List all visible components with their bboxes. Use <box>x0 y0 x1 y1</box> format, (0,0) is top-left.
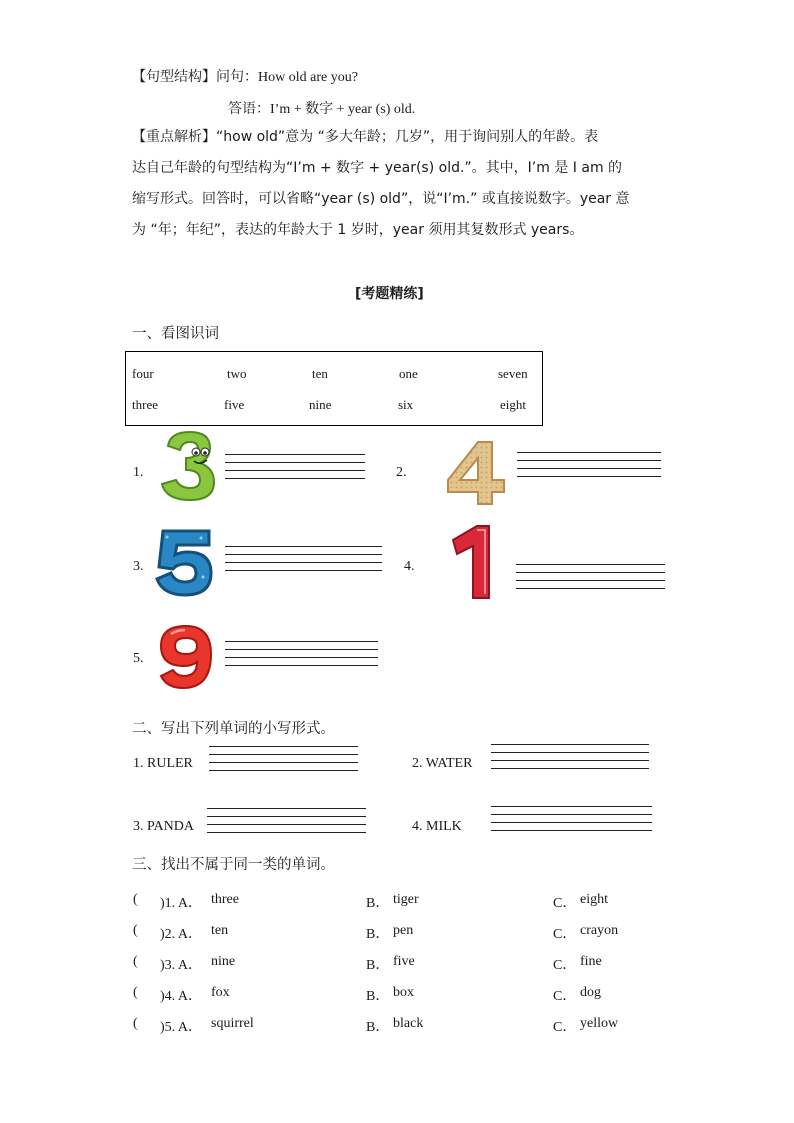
number-9-image <box>157 624 215 690</box>
question-number: )5. A． <box>160 1020 202 1035</box>
option-c: dog <box>580 985 601 1000</box>
word-option: four <box>132 366 154 381</box>
word-option: one <box>399 366 418 381</box>
answer-label: 答语： <box>228 101 270 117</box>
item-number: 1. <box>133 465 144 480</box>
option-a: nine <box>211 954 236 969</box>
answer-blank[interactable]: ( <box>133 954 138 969</box>
item-number: 4. <box>404 559 415 574</box>
option-a: ten <box>211 923 229 938</box>
word-option: nine <box>309 397 332 412</box>
word-option: six <box>398 397 414 412</box>
question-number: )1. A． <box>160 896 202 911</box>
key-analysis-tag: 【重点解析】 <box>132 129 216 145</box>
option-b-label: B． <box>366 989 390 1004</box>
option-a: three <box>211 892 239 907</box>
item-number: 2. <box>396 465 407 480</box>
word-option: two <box>227 366 247 381</box>
question-number: )3. A． <box>160 958 202 973</box>
option-c: eight <box>580 892 608 907</box>
question-number: )2. A． <box>160 927 202 942</box>
number-1-image <box>449 524 493 600</box>
answer-blank[interactable]: ( <box>133 985 138 1000</box>
key-analysis-line: 缩写形式。回答时，可以省略“year (s) old”，说“I’m.” 或直接说数字。year 意 <box>132 191 630 207</box>
part3-heading: 三、找出不属于同一类的单词。 <box>132 857 335 873</box>
key-analysis-line: 为 “年；年纪”，表达的年龄大于 1 岁时，year 须用其复数形式 years。 <box>132 222 584 238</box>
answer-blank[interactable]: ( <box>133 1016 138 1031</box>
answer-lines[interactable] <box>517 452 661 484</box>
item-number: 3. <box>133 559 144 574</box>
number-5-image <box>153 527 215 597</box>
word-item: 2. WATER <box>412 756 473 771</box>
section-title: [考题精练] <box>355 286 424 302</box>
answer-blank[interactable]: ( <box>133 892 138 907</box>
option-b: pen <box>393 923 414 938</box>
option-b-label: B． <box>366 896 390 911</box>
option-b-label: B． <box>366 958 390 973</box>
option-c: fine <box>580 954 602 969</box>
answer-lines[interactable] <box>209 746 358 778</box>
word-box <box>125 351 543 426</box>
word-option: eight <box>500 397 526 412</box>
key-analysis <box>132 122 664 246</box>
option-c: crayon <box>580 923 619 938</box>
answer-lines[interactable] <box>516 564 665 596</box>
word-item: 3. PANDA <box>133 819 194 834</box>
answer-text: I’m + 数字 + year (s) old. <box>270 102 416 117</box>
sentence-structure-tag: 【句型结构】 <box>132 69 216 85</box>
word-item: 4. MILK <box>412 819 462 834</box>
word-item: 1. RULER <box>133 756 193 771</box>
answer-lines[interactable] <box>491 744 649 776</box>
answer-lines[interactable] <box>207 808 366 840</box>
item-number: 5. <box>133 651 144 666</box>
option-b-label: B． <box>366 1020 390 1035</box>
part2-heading: 二、写出下列单词的小写形式。 <box>132 721 335 737</box>
question-number: )4. A． <box>160 989 202 1004</box>
option-b: tiger <box>393 892 419 907</box>
option-b: five <box>393 954 415 969</box>
option-a: squirrel <box>211 1016 254 1031</box>
word-option: seven <box>498 366 528 381</box>
answer-lines[interactable] <box>225 454 365 486</box>
word-option: three <box>132 397 158 412</box>
option-b: box <box>393 985 414 1000</box>
answer-lines[interactable] <box>491 806 652 838</box>
option-b: black <box>393 1016 424 1031</box>
option-c-label: C． <box>553 958 577 973</box>
sentence-structure-line <box>132 66 358 86</box>
number-3-image <box>158 428 218 502</box>
option-c-label: C． <box>553 989 577 1004</box>
part1-heading: 一、看图识词 <box>132 326 219 342</box>
option-b-label: B． <box>366 927 390 942</box>
option-c: yellow <box>580 1016 619 1031</box>
key-analysis-line: 【重点解析】“how old”意为 “多大年龄；几岁”，用于询问别人的年龄。表 <box>132 129 599 145</box>
key-analysis-line: 达自己年龄的句型结构为“I’m + 数字 + year(s) old.”。其中，I’m 是 I am 的 <box>132 160 623 176</box>
word-option: ten <box>312 366 328 381</box>
answer-lines[interactable] <box>225 641 378 673</box>
option-a: fox <box>211 985 230 1000</box>
number-4-image <box>444 440 508 506</box>
question-label: 问句： <box>216 69 258 85</box>
option-c-label: C． <box>553 927 577 942</box>
answer-blank[interactable]: ( <box>133 923 138 938</box>
question-text: How old are you? <box>258 70 358 85</box>
option-c-label: C． <box>553 1020 577 1035</box>
answer-line <box>228 98 415 118</box>
option-c-label: C． <box>553 896 577 911</box>
word-option: five <box>224 397 245 412</box>
answer-lines[interactable] <box>225 546 382 578</box>
